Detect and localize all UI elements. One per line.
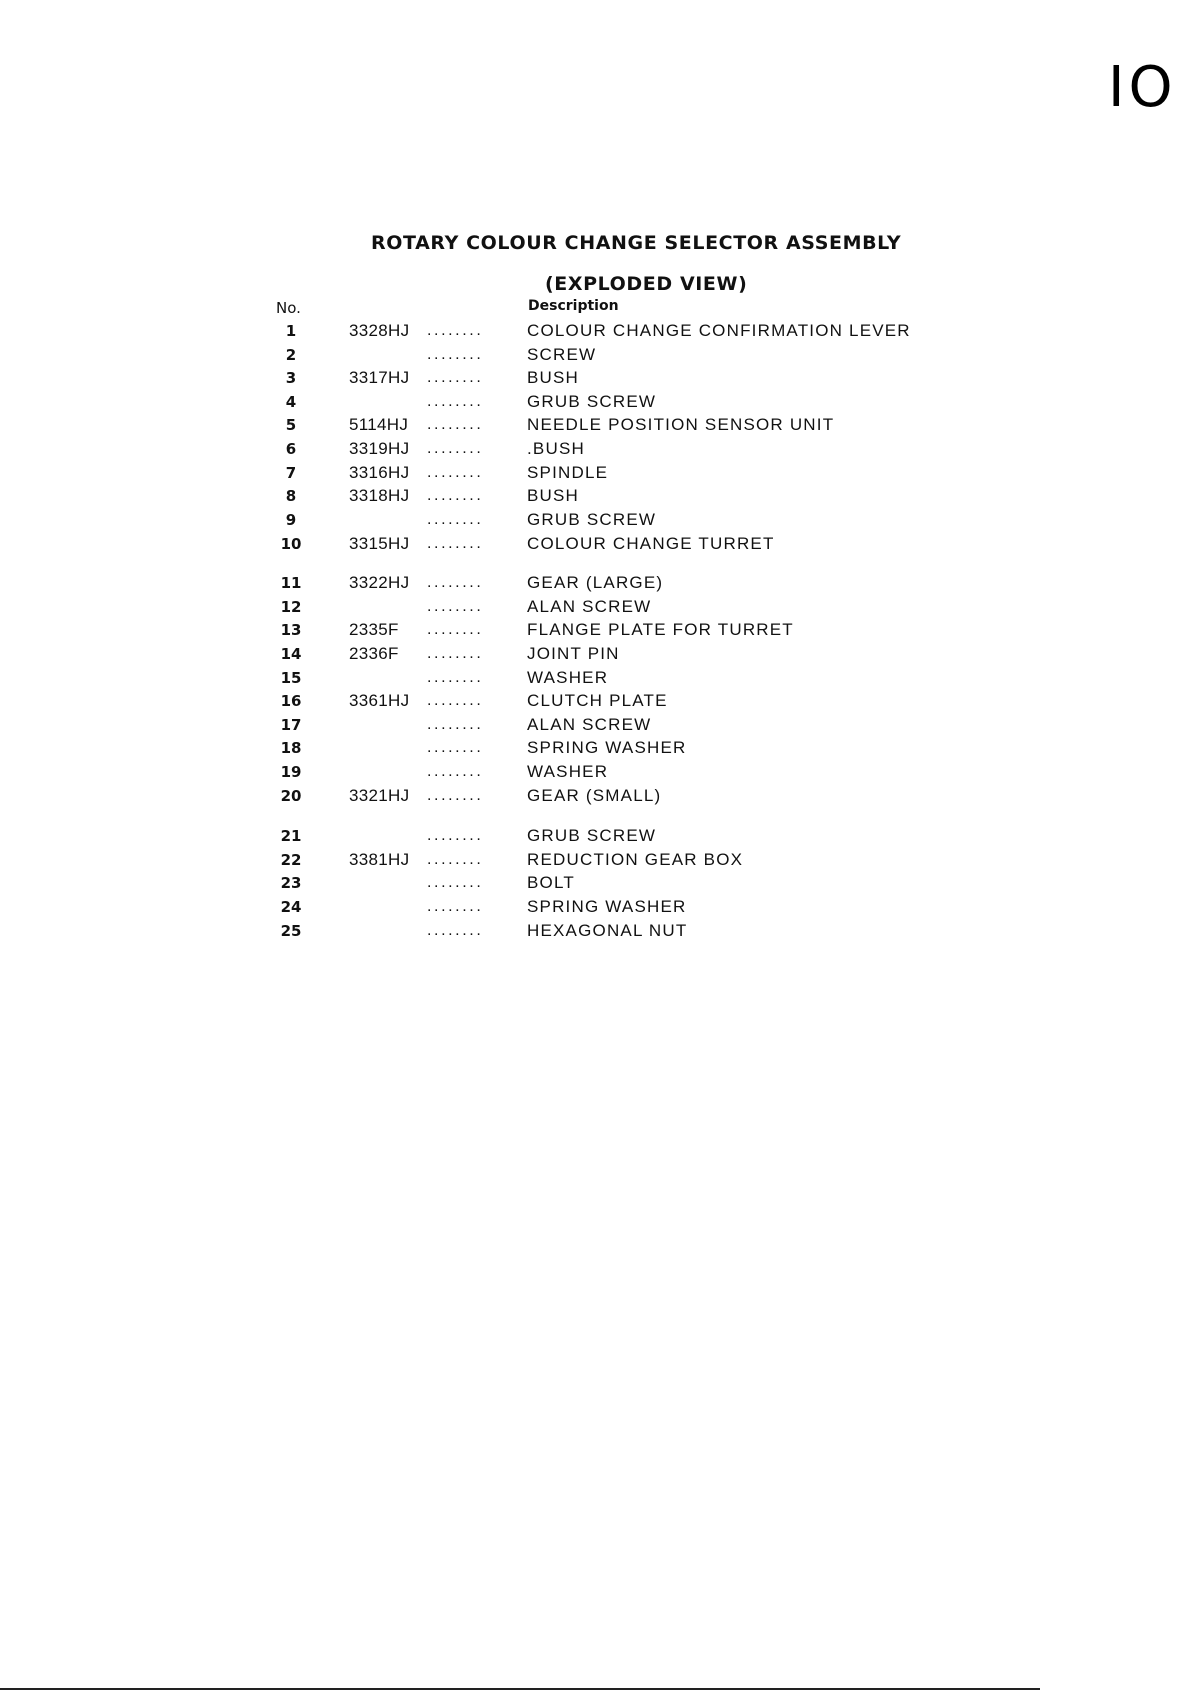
part-description: SCREW — [527, 345, 597, 364]
part-number: 18 — [280, 739, 302, 757]
parts-row — [276, 367, 976, 389]
part-number: 21 — [280, 827, 302, 845]
dot-leader: ........ — [427, 440, 484, 457]
dot-leader: ........ — [427, 898, 484, 915]
parts-row — [276, 414, 976, 436]
parts-row — [276, 714, 976, 736]
part-number: 8 — [285, 487, 297, 505]
parts-row — [276, 462, 976, 484]
part-description: GRUB SCREW — [527, 826, 657, 845]
parts-row — [276, 667, 976, 689]
part-code: 3381HJ — [349, 850, 410, 869]
part-code: 3317HJ — [349, 368, 410, 387]
part-number: 11 — [280, 574, 302, 592]
part-number: 17 — [280, 716, 302, 734]
part-number: 7 — [285, 464, 297, 482]
part-description: SPRING WASHER — [527, 738, 687, 757]
parts-row — [276, 619, 976, 641]
part-code: 3321HJ — [349, 786, 410, 805]
dot-leader: ........ — [427, 851, 484, 868]
dot-leader: ........ — [427, 535, 484, 552]
part-code: 3319HJ — [349, 439, 410, 458]
dot-leader: ........ — [427, 787, 484, 804]
part-number: 24 — [280, 898, 302, 916]
part-description: WASHER — [527, 762, 609, 781]
part-code: 3315HJ — [349, 534, 410, 553]
dot-leader: ........ — [427, 874, 484, 891]
page-title: ROTARY COLOUR CHANGE SELECTOR ASSEMBLY — [371, 232, 902, 254]
parts-row — [276, 344, 976, 366]
parts-row — [276, 320, 976, 342]
part-number: 16 — [280, 692, 302, 710]
part-number: 3 — [285, 369, 297, 387]
part-description: SPINDLE — [527, 463, 609, 482]
dot-leader: ........ — [427, 322, 484, 339]
dot-leader: ........ — [427, 574, 484, 591]
parts-row — [276, 643, 976, 665]
part-description: GRUB SCREW — [527, 510, 657, 529]
part-number: 1 — [285, 322, 297, 340]
part-code: 3361HJ — [349, 691, 410, 710]
part-number: 22 — [280, 851, 302, 869]
part-description: GEAR (LARGE) — [527, 573, 664, 592]
part-number: 5 — [285, 416, 297, 434]
part-code: 3322HJ — [349, 573, 410, 592]
part-description: ALAN SCREW — [527, 715, 652, 734]
parts-row — [276, 438, 976, 460]
part-description: CLUTCH PLATE — [527, 691, 668, 710]
part-number: 23 — [280, 874, 302, 892]
dot-leader: ........ — [427, 621, 484, 638]
parts-row — [276, 920, 976, 942]
part-description: BOLT — [527, 873, 575, 892]
dot-leader: ........ — [427, 346, 484, 363]
part-number: 9 — [285, 511, 297, 529]
parts-row — [276, 849, 976, 871]
parts-row — [276, 596, 976, 618]
parts-row — [276, 785, 976, 807]
part-number: 20 — [280, 787, 302, 805]
part-number: 19 — [280, 763, 302, 781]
parts-row — [276, 485, 976, 507]
parts-row — [276, 761, 976, 783]
part-number: 13 — [280, 621, 302, 639]
dot-leader: ........ — [427, 669, 484, 686]
dot-leader: ........ — [427, 645, 484, 662]
dot-leader: ........ — [427, 416, 484, 433]
column-header-no: No. — [276, 299, 301, 317]
dot-leader: ........ — [427, 369, 484, 386]
dot-leader: ........ — [427, 922, 484, 939]
parts-row — [276, 896, 976, 918]
part-number: 25 — [280, 922, 302, 940]
dot-leader: ........ — [427, 393, 484, 410]
parts-row — [276, 825, 976, 847]
part-code: 3318HJ — [349, 486, 410, 505]
part-description: GRUB SCREW — [527, 392, 657, 411]
dot-leader: ........ — [427, 692, 484, 709]
part-number: 10 — [280, 535, 302, 553]
part-description: COLOUR CHANGE TURRET — [527, 534, 775, 553]
part-description: REDUCTION GEAR BOX — [527, 850, 744, 869]
part-number: 14 — [280, 645, 302, 663]
part-description: .BUSH — [527, 439, 585, 458]
dot-leader: ........ — [427, 716, 484, 733]
part-number: 6 — [285, 440, 297, 458]
parts-row — [276, 533, 976, 555]
dot-leader: ........ — [427, 827, 484, 844]
parts-row — [276, 509, 976, 531]
parts-row — [276, 872, 976, 894]
parts-row — [276, 572, 976, 594]
part-description: HEXAGONAL NUT — [527, 921, 688, 940]
column-header-description: Description — [528, 298, 619, 314]
parts-row — [276, 391, 976, 413]
dot-leader: ........ — [427, 487, 484, 504]
dot-leader: ........ — [427, 598, 484, 615]
part-description: WASHER — [527, 668, 609, 687]
part-number: 15 — [280, 669, 302, 687]
part-description: ALAN SCREW — [527, 597, 652, 616]
part-description: NEEDLE POSITION SENSOR UNIT — [527, 415, 835, 434]
part-number: 4 — [285, 393, 297, 411]
part-code: 2335F — [349, 620, 399, 639]
part-description: GEAR (SMALL) — [527, 786, 662, 805]
dot-leader: ........ — [427, 464, 484, 481]
dot-leader: ........ — [427, 511, 484, 528]
part-code: 5114HJ — [349, 415, 409, 434]
part-description: BUSH — [527, 368, 580, 387]
part-description: BUSH — [527, 486, 580, 505]
part-code: 2336F — [349, 644, 399, 663]
dot-leader: ........ — [427, 739, 484, 756]
part-description: FLANGE PLATE FOR TURRET — [527, 620, 794, 639]
dot-leader: ........ — [427, 763, 484, 780]
part-description: JOINT PIN — [527, 644, 620, 663]
parts-row — [276, 690, 976, 712]
parts-row — [276, 737, 976, 759]
page-subtitle: (EXPLODED VIEW) — [545, 273, 748, 295]
page-number: IO — [1108, 55, 1177, 120]
part-number: 2 — [285, 346, 297, 364]
part-description: COLOUR CHANGE CONFIRMATION LEVER — [527, 321, 911, 340]
part-code: 3316HJ — [349, 463, 410, 482]
part-description: SPRING WASHER — [527, 897, 687, 916]
part-code: 3328HJ — [349, 321, 410, 340]
part-number: 12 — [280, 598, 302, 616]
bottom-rule — [0, 1688, 1040, 1690]
